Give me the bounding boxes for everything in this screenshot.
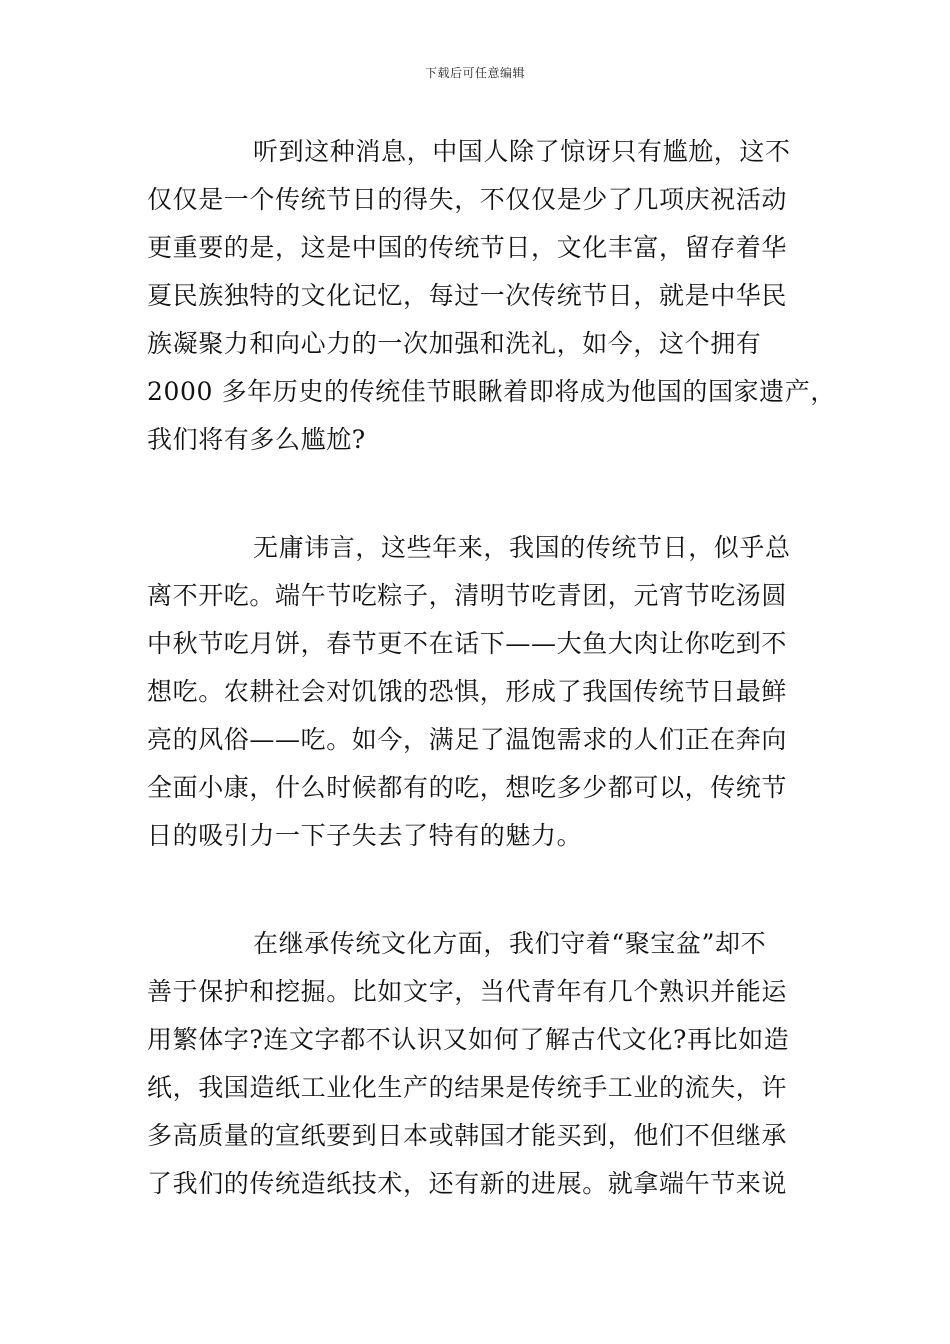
text-line: 善于保护和挖掘。比如文字，当代青年有几个熟识并能运: [147, 977, 788, 1006]
text-line: 听到这种消息，中国人除了惊讶只有尴尬，这不: [253, 137, 791, 166]
text-line: 2000 多年历史的传统佳节眼瞅着即将成为他国的国家遗产，: [147, 377, 836, 406]
text-line: 纸，我国造纸工业化生产的结果是传统手工业的流失，许: [147, 1073, 788, 1102]
text-line: 多高质量的宣纸要到日本或韩国才能买到，他们不但继承: [147, 1121, 788, 1150]
text-line: 更重要的是，这是中国的传统节日，文化丰富，留存着华: [147, 233, 788, 262]
paragraph-3: [147, 920, 807, 1208]
text-line: 日的吸引力一下子失去了特有的魅力。: [147, 821, 583, 850]
paragraph-1: [147, 128, 836, 464]
text-line: 中秋节吃月饼，春节更不在话下——大鱼大肉让你吃到不: [147, 629, 788, 658]
text-line: 在继承传统文化方面，我们守着“聚宝盆”却不: [253, 929, 767, 958]
text-line: 夏民族独特的文化记忆，每过一次传统节日，就是中华民: [147, 281, 788, 310]
text-line: 仅仅是一个传统节日的得失，不仅仅是少了几项庆祝活动: [147, 185, 788, 214]
text-line: 亮的风俗——吃。如今，满足了温饱需求的人们正在奔向: [147, 725, 788, 754]
text-line: 全面小康，什么时候都有的吃，想吃多少都可以，传统节: [147, 773, 788, 802]
text-line: 我们将有多么尴尬?: [147, 425, 366, 454]
text-line: 了我们的传统造纸技术，还有新的进展。就拿端午节来说: [147, 1169, 788, 1198]
text-line: 离不开吃。端午节吃粽子，清明节吃青团，元宵节吃汤圆: [147, 581, 788, 610]
text-line: 无庸讳言，这些年来，我国的传统节日，似乎总: [253, 533, 791, 562]
text-line: 族凝聚力和向心力的一次加强和洗礼，如今，这个拥有: [147, 329, 762, 358]
text-line: 用繁体字?连文字都不认识又如何了解古代文化?再比如造: [147, 1025, 790, 1054]
paragraph-2: [147, 524, 807, 860]
text-line: 想吃。农耕社会对饥饿的恐惧，形成了我国传统节日最鲜: [147, 677, 788, 706]
header-note: 下载后可任意编辑: [424, 66, 525, 80]
